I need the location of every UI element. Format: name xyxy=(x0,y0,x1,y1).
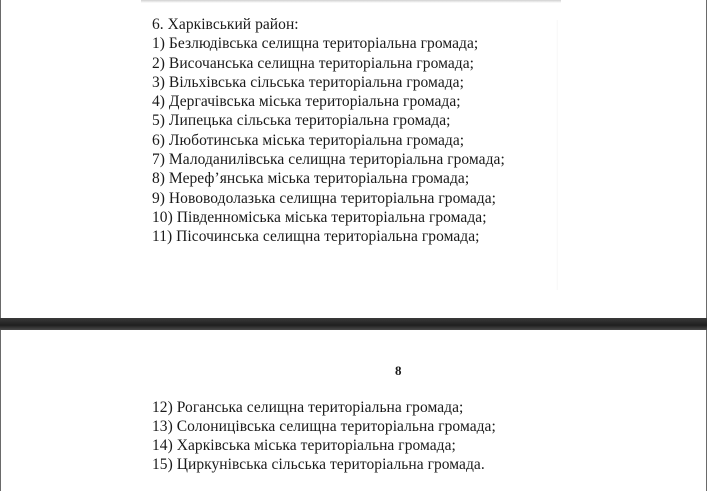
list-item: 1) Безлюдівська селищна територіальна громада; xyxy=(152,35,479,53)
page-number: 8 xyxy=(395,363,402,378)
list-item: 3) Вільхівська сільська територіальна громада; xyxy=(152,73,464,91)
scan-shadow xyxy=(556,20,558,290)
document-page-8 xyxy=(0,330,707,491)
list-item: 13) Солоницівська селищна територіальна громада; xyxy=(152,418,496,435)
list-item: 2) Височанська селищна територіальна громада; xyxy=(152,54,474,72)
list-item: 9) Нововодолазька селищна територіальна громада; xyxy=(152,189,497,207)
list-item: 5) Липецька сільська територіальна громада; xyxy=(152,112,451,130)
district-heading: 6. Харківський район: xyxy=(152,16,299,33)
list-item: 8) Мереф’янська міська територіальна громада; xyxy=(152,170,470,188)
list-item: 4) Дергачівська міська територіальна громада; xyxy=(152,93,461,111)
page-separator xyxy=(0,318,707,330)
list-item: 14) Харківська міська територіальна громада; xyxy=(152,437,456,454)
list-item: 6) Люботинська міська територіальна громада; xyxy=(152,131,465,149)
list-item: 15) Циркунівська сільська територіальна громада. xyxy=(152,456,485,473)
page-top-edge xyxy=(141,0,561,3)
district-list-bottom xyxy=(152,398,496,474)
list-item: 10) Південноміська міська територіальна громада; xyxy=(152,208,487,226)
list-item: 7) Малоданилівська селищна територіальна громада; xyxy=(152,151,505,169)
district-list-top xyxy=(152,15,505,247)
list-item: 11) Пісочинська селищна територіальна громада; xyxy=(152,228,480,246)
list-item: 12) Роганська селищна територіальна громада; xyxy=(152,399,464,416)
